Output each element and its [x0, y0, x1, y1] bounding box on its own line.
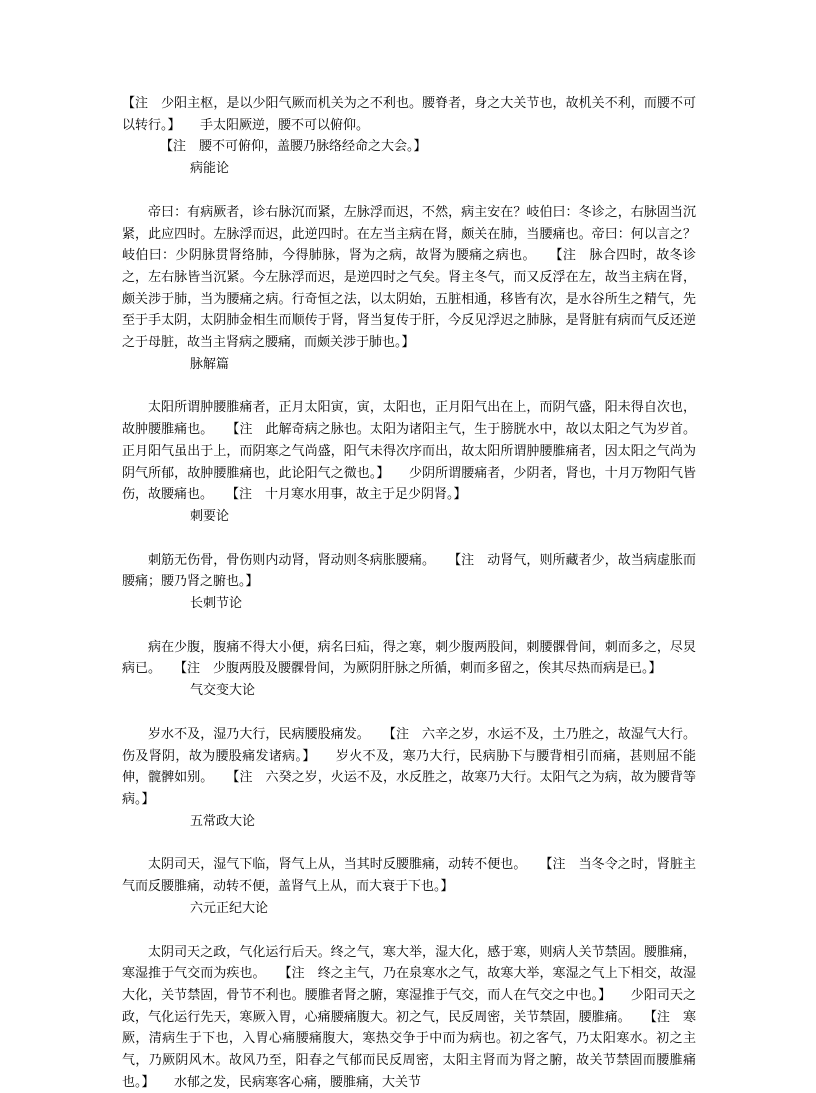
- paragraph-gap: [122, 615, 696, 637]
- paragraph-gap: [122, 832, 696, 854]
- body-paragraph: 太阴司天之政，气化运行后天。终之气，寒大举，湿大化，感于寒，则病人关节禁固。腰脽痛，寒湿推于气交而为疾也。 【注 终之主气，乃在泉寒水之气，故寒大举，寒湿之气上下相交，故湿大化，关节禁固，骨节不利也。腰脽者肾之腑，寒湿推于气交，而人在气交之中也。】 少阳司天之政，气化运行先天，寒厥入胃，心痛腰痛腹大。初之气，民反周密，关节禁固，腰脽痛。 【注 寒厥，清病生于下也，入胃心痛腰痛腹大，寒热交争于中而为病也。初之客气，乃太阳寒水。初之主气，乃厥阴风木。故风乃至，阳春之气郁而民反周密，太阳主肾而为肾之腑，故关节禁固而腰脽痛也。】 水郁之发，民病寒客心痛，腰脽痛，大关节: [122, 942, 696, 1093]
- paragraph-gap: [122, 180, 696, 202]
- paragraph-gap: [122, 702, 696, 724]
- section-heading: 病能论: [122, 158, 696, 180]
- section-heading: 脉解篇: [122, 354, 696, 376]
- paragraph-gap: [122, 920, 696, 942]
- body-paragraph: 太阴司天，湿气下临，肾气上从，当其时反腰脽痛，动转不便也。 【注 当冬令之时，肾脏主气而反腰脽痛，动转不便，盖肾气上从，而大衰于下也。】: [122, 854, 696, 897]
- body-paragraph: 太阳所谓肿腰脽痛者，正月太阳寅，寅，太阳也，正月阳气出在上，而阴气盛，阳未得自次也，故肿腰脽痛也。 【注 此解奇病之脉也。太阳为诸阳主气，生于膀胱水中，故以太阳之气为岁首。正月阳气虽出于上，而阴寒之气尚盛，阳气未得次序而出，故太阳所谓肿腰脽痛者，因太阳之气尚为阴气所郁，故肿腰脽痛也，此论阳气之微也。】 少阴所谓腰痛者，少阴者，肾也，十月万物阳气皆伤，故腰痛也。 【注 十月寒水用事，故主于足少阴肾。】: [122, 397, 696, 506]
- body-paragraph: 岁水不及，湿乃大行，民病腰股痛发。 【注 六辛之岁，水运不及，土乃胜之，故湿气大行。伤及肾阴，故为腰股痛发诸病。】 岁火不及，寒乃大行，民病胁下与腰背相引而痛，甚则屈不能伸，髋髀如别。 【注 六癸之岁，火运不及，水反胜之，故寒乃大行。太阳气之为病，故为腰背等病。】: [122, 724, 696, 811]
- body-paragraph: 【注 少阳主枢，是以少阳气厥而机关为之不利也。腰脊者，身之大关节也，故机关不利，而腰不可以转行。】 手太阳厥逆，腰不可以俯仰。: [122, 93, 696, 136]
- paragraph-gap: [122, 375, 696, 397]
- body-paragraph: 帝曰：有病厥者，诊右脉沉而紧，左脉浮而迟，不然，病主安在？岐伯曰：冬诊之，右脉固当沉紧，此应四时。左脉浮而迟，此逆四时。在左当主病在肾，颇关在肺，当腰痛也。帝曰：何以言之？岐伯曰：少阴脉贯肾络肺，今得肺脉，肾为之病，故肾为腰痛之病也。 【注 脉合四时，故冬诊之，左右脉皆当沉紧。今左脉浮而迟，是逆四时之气矣。肾主冬气，而又反浮在左，故当主病在肾，颇关涉于肺，当为腰痛之病。行奇恒之法，以太阴始，五脏相通，移皆有次，是水谷所生之精气，先至于手太阴，太阴肺金相生而顺传于肾，肾当复传于肝，今反见浮迟之肺脉，是肾脏有病而气反还逆之于母脏，故当主肾病之腰痛，而颇关涉于肺也。】: [122, 202, 696, 354]
- paragraph-gap: [122, 528, 696, 550]
- body-paragraph: 【注 腰不可俯仰，盖腰乃脉络经命之大会。】: [122, 136, 696, 158]
- section-heading: 气交变大论: [122, 680, 696, 702]
- section-heading: 刺要论: [122, 506, 696, 528]
- document-body: [122, 93, 696, 1093]
- section-heading: 五常政大论: [122, 811, 696, 833]
- body-paragraph: 刺筋无伤骨，骨伤则内动肾，肾动则冬病胀腰痛。 【注 动肾气，则所藏者少，故当病虚胀而腰痛；腰乃肾之腑也。】: [122, 550, 696, 593]
- section-heading: 六元正纪大论: [122, 898, 696, 920]
- section-heading: 长刺节论: [122, 593, 696, 615]
- body-paragraph: 病在少腹，腹痛不得大小便，病名曰疝，得之寒，刺少腹两股间，刺腰髁骨间，刺而多之，尽炅病已。 【注 少腹两股及腰髁骨间，为厥阴肝脉之所循，刺而多留之，俟其尽热而病是已。】: [122, 637, 696, 680]
